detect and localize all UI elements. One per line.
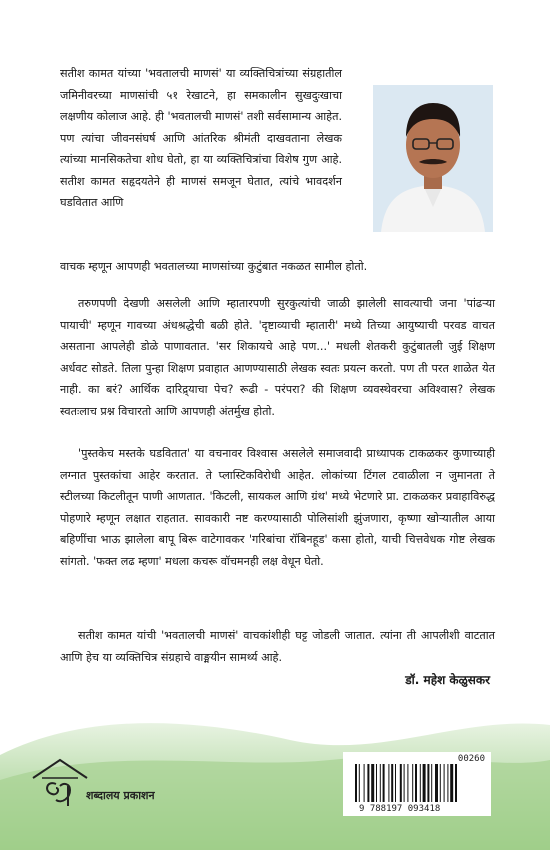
blurb-paragraph-4: सतीश कामत यांची 'भवतालची माणसं' वाचकांशीही घट्ट जोडली जातात. त्यांना ती आपलीशी वाटतात आणि हेच या व्यक्तिचित्र संग्रहाचे वाङ्मयीन सामर्थ्य आहे. [60, 629, 495, 664]
blurb-paragraph-1-tail: वाचक म्हणून आपणही भवतालच्या माणसांच्या कुटुंबात नकळत सामील होतो. [60, 260, 368, 273]
blurb-paragraph-3: 'पुस्तकेच मस्तके घडवितात' या वचनावर विश्वास असलेले समाजवादी प्राध्यापक टाकळकर कुणाच्याही लग्नात पुस्तकांचा आहेर करतात. ते प्लास्टिकविरोधी आहेत. लोकांच्या टिंगल टवाळीला न जुमानता ते स्टीलच्या किटलीतून पाणी आणतात. 'किटली, सायकल आणि ग्रंथ' मध्ये भेटणारे प्रा. टाकळकर प्रवाहाविरुद्ध पोहणारे म्हणून लक्षात राहतात. सावकारी नष्ट करण्यासाठी पोलिसांशी झुंजणारा, कृष्णा खोऱ्यातील आया बहिणींचा भाऊ झालेला बापू बिरू वाटेगावकर 'गरिबांचा रॉबिनहूड' कसा होतो, याची चित्तवेधक गोष्ट लेखक सांगतो. 'फक्त लढ म्हणा' मधला कचरू वॉचमनही लक्ष वेधून घेतो. [60, 447, 495, 568]
book-house-icon [30, 752, 90, 812]
barcode-isbn-digits: 9 788197 093418 [359, 804, 441, 814]
publisher-logo [30, 752, 210, 812]
publisher-name: शब्दालय प्रकाशन [86, 789, 155, 802]
barcode-price-code: 00260 [457, 754, 485, 764]
isbn-barcode [343, 752, 491, 816]
blurb-paragraph-2: तरुणपणी देखणी असलेली आणि म्हातारपणी सुरकुत्यांची जाळी झालेली सावत्याची जना 'पांढऱ्या पायाची' म्हणून गावच्या अंधश्रद्धेची बळी होते. 'दृष्टाव्याची म्हातारी' मध्ये तिच्या आयुष्याची परवड वाचत असताना आपलेही डोळे पाणावतात. 'सर शिकायचे आहे पण...' मधली शेतकरी कुटुंबातली जुई शिक्षण अर्धवट सोडते. तिला पुन्हा शिक्षण प्रवाहात आणण्यासाठी लेखक स्वतः प्रयत्न करतो. पण ती परत शाळेत येत नाही. का बरं? आर्थिक दारिद्र्याचा पेच? रूढी - परंपरा? की शिक्षण व्यवस्थेवरचा अविश्वास? लेखक स्वतःलाच प्रश्न विचारतो आणि आपणही अंतर्मुख होतो. [60, 297, 495, 418]
author-portrait-icon [373, 85, 493, 232]
author-photo [373, 85, 493, 232]
blurb-author: डॉ. महेश केळुसकर [405, 673, 490, 687]
blurb-paragraph-1: सतीश कामत यांच्या 'भवतालची माणसं' या व्यक्तिचित्रांच्या संग्रहातील जमिनीवरच्या माणसांची ५१ रेखाटने, हा समकालीन सुखदुःखाचा लक्षणीय कोलाज आहे. ही 'भवतालची माणसं' तशी सर्वसामान्य आहेत. पण त्यांचा जीवनसंघर्ष आणि आंतरिक श्रीमंती दाखवताना लेखक त्यांच्या मानसिकतेचा शोध घेतो, हा या व्यक्तिचित्रांचा विशेष गुण आहे. सतीश कामत सहृदयतेने ही माणसं समजून घेतात, त्यांचे भावदर्शन घडवितात आणि [60, 67, 342, 209]
